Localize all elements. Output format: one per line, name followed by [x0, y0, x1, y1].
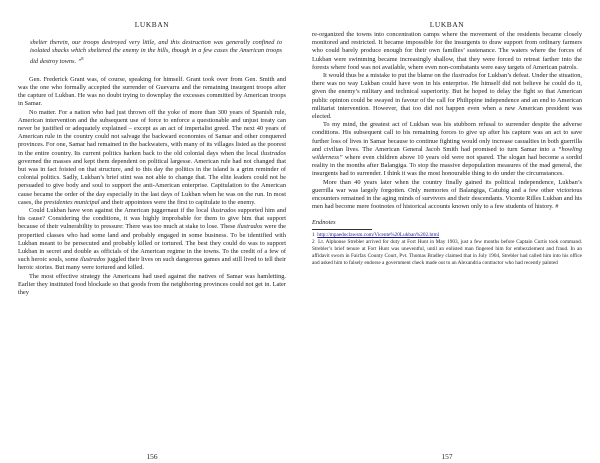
running-head: LUKBAN	[134, 20, 170, 29]
paragraph-2: No matter. For a nation who had just thrown off the yoke of more than 300 years of Spanish rule, American intervention and the subsequent use of force to enforce a questionable and unjust treaty can never be justified or adequately explained – except as an act of imperialist greed. The next 40 years of American rule in the country could not salvage the backward economies of Samar and other conquered provinces. For one, Samar had remained in the backwaters, with many of its villages listed as the poorest in the entire country. Its current politics harken back to the old colonial days when the local ilustrados governed the masses and kept them dependent on political largesse. American rule had not changed that but was in fact foisted on that structure, and to this day the politics in the island is a grim reminder of colonial politics. Sadly, Lukban’s brief stint was not able to change that. The elite leaders could not be persuaded to give body and soul to support the anti-American enterprise. Capitulation to the American cause became the order of the day especially in the last days of Lukban when he was on the run. In most cases, the presidentes municipal and their appointees were the first to capitulate to the enemy.	[18, 108, 286, 206]
paragraph-4: More than 40 years later when the country finally gained its political independence, Lukban’s guerrilla war was largely forgotten. Only memories of Balangiga, Catubig and a few other victorious encounters remained in the aging minds of survivors and their descendants. Vicente Rilles Lukban and his men had become mere footnotes of historical accounts known only to a few students of history. #	[312, 178, 582, 211]
block-quote-text: shelter therein, our troops destroyed very little, and this destruction was generally confined to isolated shacks which sheltered the enemy in the hills, though in a few cases the American troops did destroy towns. ”	[30, 39, 282, 66]
page-number-right: 157	[441, 452, 453, 461]
running-head: LUKBAN	[429, 20, 465, 29]
left-page-body	[18, 39, 286, 297]
paragraph-2: It would thus be a mistake to put the blame on the ilustrados for Lukban’s defeat. Under the situation, there was no way Lukban could have won in his enterprise. He himself did not believe he could do it, given the enemy’s military and technical superiority. But he hoped to delay the fight so that American public opinion could be swayed in favour of the call for Philippine independence and an end to American militarist intervention. However, that too did not happen even when a new American president was elected.	[312, 72, 582, 121]
endnote-2-number: 2	[312, 238, 315, 245]
paragraph-1: re-organized the towns into concentration camps where the movement of the residents became closely monitored and restricted. It became impossible for the insurgents to draw support from ordinary farmers who could barely produce enough for their own families’ sustenance. The waters where the forces of Lukban were swimming became increasingly shallow, that they were forced to retreat farther into the forests where food was not available, where even non-combatants were easy targets of American patrols.	[312, 31, 582, 71]
endnotes-divider	[312, 229, 372, 230]
endnotes-title: Endnotes	[312, 219, 336, 227]
endnote-2	[312, 239, 582, 267]
right-page-body	[312, 31, 582, 267]
paragraph-3: To my mind, the greatest act of Lukban was his stubborn refusal to surrender despite the adverse conditions. His subsequent call to his remaining forces to give up after his capture was an act to save further loss of lives in Samar because to continue fighting would only increase casualties in both guerrilla and civilian lives. The American General Jacob Smith had promised to turn Samar into a “howling wilderness” where even children above 10 years old were not spared. The slogan had become a sordid reality in the months after Balangiga. To stop the massive depopulation measures of the mad general, the insurgents had to surrender. I think it was the most honourable thing to do under the circumstances.	[312, 121, 582, 178]
page-number-left: 156	[146, 452, 158, 461]
paragraph-3: Could Lukban have won against the American juggernaut if the local ilustrados supported him and his cause? Considering the conditions, it was highly improbable for them to give him that support because of their vulnerability to pressure: There was too much at stake to lose. These ilustrados were the propertied classes who had some land and probably engaged in some business. To be identified with Lukban meant to be persecuted and probably killed or tortured. The best they could do was to support Lukban in secret and double as officials of the American regime in the towns. To the credit of a few of such heroic souls, some ilustrados juggled their lives on such dangerous games and still lived to tell their heroic stories. But many were tortured and killed.	[18, 206, 287, 272]
quote-footnote-ref: 8	[81, 56, 84, 62]
endnote-2-text: Lt. Alphonse Strebler arrived for duty at Fort Hunt in May 1903, just a few months before Captain Curtis took command. Strebler’s brief tenure at Fort Hunt was uneventful, until an enlisted man fingered him for embezzlement and fraud. In an affidavit sworn in Fairfax County Court, Pvt. Thomas Bradley claimed that in July 1904, Strebler had called him into his office and asked him to falsely endorse a government check made out to an Alexandria contractor who had recently painted	[312, 238, 583, 266]
block-quote	[18, 39, 286, 67]
endnote-1	[312, 232, 582, 239]
left-page	[18, 0, 286, 463]
paragraph-4: The most effective strategy the Americans had used against the natives of Samar was hamletting. Earlier they instituted food blockade so that goods from the neighboring provinces could not get in. Later they	[18, 272, 286, 296]
right-page	[312, 0, 582, 463]
endnote-1-link[interactable]: http://mpaedoclawsm.com/Vicente%20Lukban%202.html	[317, 231, 440, 238]
endnote-1-number: 1	[312, 231, 315, 238]
paragraph-1: Gen. Frederick Grant was, of course, speaking for himself. Grant took over from Gen. Smith and was the one who formally accepted the surrender of Guevarra and the remaining insurgent troops after the capture of Lukban. He was no doubt trying to downplay the excesses committed by American troops in Samar.	[18, 75, 286, 108]
